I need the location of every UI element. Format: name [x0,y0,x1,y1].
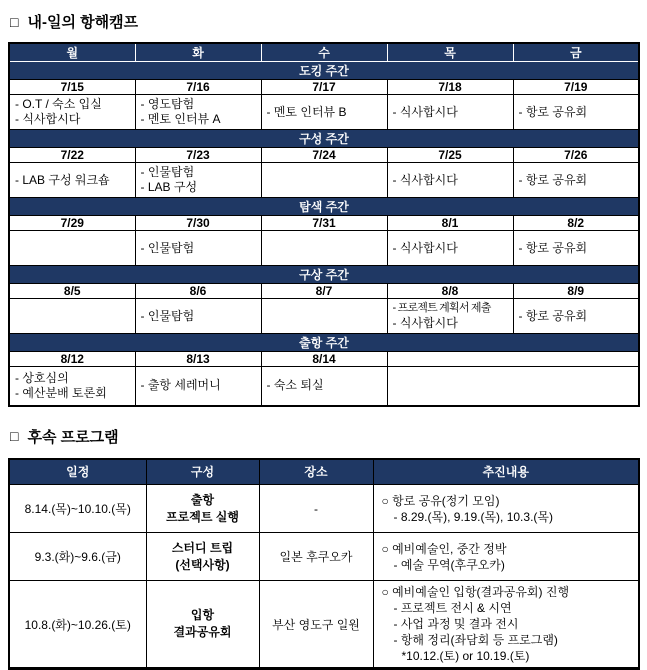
day-header-4: 금 [513,43,639,62]
date-cell-8/12: 8/12 [9,352,135,367]
composition-line: 입항 [150,607,256,624]
activity-list [519,241,636,256]
date-cell-7/25: 7/25 [387,148,513,163]
activity-list [141,97,258,127]
activity-cell [135,231,261,266]
detail-line: ○ 예비예술인, 중간 정박 [380,541,635,557]
week-content-row [9,231,639,266]
date-cell-7/24: 7/24 [261,148,387,163]
week-band-row [9,266,639,284]
activity-item: - 인물탐험 [141,309,258,324]
date-cell-8/14: 8/14 [261,352,387,367]
date-cell-8/9: 8/9 [513,284,639,299]
activity-cell [135,299,261,334]
followup-header-2: 장소 [259,459,373,485]
place-cell: - [259,485,373,533]
activity-item: - 식사합시다 [393,241,510,256]
day-header-3: 목 [387,43,513,62]
section-title-camp-text: 내-일의 항해캠프 [27,11,138,32]
activity-list [519,105,636,120]
activity-list [15,97,132,127]
activity-item: - 프로젝트 계획서 제출 [393,301,510,316]
activity-item: - LAB 구성 워크숍 [15,173,132,188]
date-cell-7/16: 7/16 [135,80,261,95]
week-content-row [9,95,639,130]
detail-line: - 8.29.(목), 9.19.(목), 10.3.(목) [380,509,635,525]
activity-list [519,309,636,324]
activity-item: - 인물탐험 [141,165,258,180]
date-cell-7/17: 7/17 [261,80,387,95]
schedule-cell: 9.3.(화)~9.6.(금) [9,533,146,581]
detail-line: ○ 예비예술인 입항(결과공유회) 진행 [380,584,635,600]
activity-cell [135,163,261,198]
activity-cell [261,299,387,334]
date-cell-8/6: 8/6 [135,284,261,299]
date-cell-8/8: 8/8 [387,284,513,299]
activity-item: - 항로 공유회 [519,241,636,256]
activity-cell [9,95,135,130]
activity-item: - 식사합시다 [15,112,132,127]
detail-line: - 사업 과정 및 결과 전시 [380,616,635,632]
date-cell-7/22: 7/22 [9,148,135,163]
day-header-2: 수 [261,43,387,62]
composition-line: 프로젝트 실행 [150,509,256,526]
activity-list [141,309,258,324]
activity-cell [261,231,387,266]
week-dates-row [9,216,639,231]
week-content-row [9,163,639,198]
activity-cell [513,95,639,130]
composition-cell [146,533,259,581]
activity-list [519,173,636,188]
activity-cell-empty [387,367,639,406]
activity-list [393,173,510,188]
date-cell-7/19: 7/19 [513,80,639,95]
week-band-label: 구상 주간 [9,266,639,284]
activity-item: - 항로 공유회 [519,105,636,120]
activity-cell [387,231,513,266]
activity-cell [9,367,135,406]
activity-cell [387,163,513,198]
activity-item: - 항로 공유회 [519,173,636,188]
activity-list [141,241,258,256]
followup-header-1: 구성 [146,459,259,485]
place-cell: 일본 후쿠오카 [259,533,373,581]
date-cell-7/26: 7/26 [513,148,639,163]
week-dates-row [9,284,639,299]
week-band-row [9,130,639,148]
date-cell-8/5: 8/5 [9,284,135,299]
date-cell-7/23: 7/23 [135,148,261,163]
day-header-1: 화 [135,43,261,62]
camp-schedule-table [8,42,640,407]
square-bullet-icon: □ [10,15,18,29]
activity-cell [135,95,261,130]
section-title-camp [10,11,638,32]
week-band-label: 도킹 주간 [9,62,639,80]
activity-item: - 식사합시다 [393,105,510,120]
activity-list [393,301,510,331]
activity-item: - 항로 공유회 [519,309,636,324]
week-band-label: 구성 주간 [9,130,639,148]
date-cell-empty [387,352,639,367]
activity-item: - 출항 세레머니 [141,378,258,393]
details-cell [373,485,639,533]
composition-cell [146,485,259,533]
date-cell-7/18: 7/18 [387,80,513,95]
schedule-cell: 8.14.(목)~10.10.(목) [9,485,146,533]
followup-header-row [9,459,639,485]
activity-cell [513,231,639,266]
activity-cell [261,163,387,198]
detail-line: - 예술 무역(후쿠오카) [380,557,635,573]
activity-cell [513,163,639,198]
composition-cell [146,581,259,669]
activity-item: - O.T / 숙소 입실 [15,97,132,112]
followup-header-0: 일정 [9,459,146,485]
square-bullet-icon: □ [10,429,18,443]
schedule-cell: 10.8.(화)~10.26.(토) [9,581,146,669]
followup-header-3: 추진내용 [373,459,639,485]
composition-line: 스터디 트립 [150,540,256,557]
detail-line: - 프로젝트 전시 & 시연 [380,600,635,616]
activity-list [141,378,258,393]
day-header-0: 월 [9,43,135,62]
activity-item: - 멘토 인터뷰 A [141,112,258,127]
followup-program-table [8,458,640,670]
date-cell-7/29: 7/29 [9,216,135,231]
activity-cell [513,299,639,334]
week-band-label: 출항 주간 [9,334,639,352]
activity-list [15,371,132,401]
date-cell-7/31: 7/31 [261,216,387,231]
activity-item: - 예산분배 토론회 [15,386,132,401]
composition-line: 출항 [150,492,256,509]
activity-list [15,173,132,188]
activity-list [393,105,510,120]
date-cell-8/1: 8/1 [387,216,513,231]
followup-row [9,581,639,669]
date-cell-7/30: 7/30 [135,216,261,231]
details-cell [373,533,639,581]
activity-cell [261,95,387,130]
activity-list [267,378,384,393]
date-cell-8/2: 8/2 [513,216,639,231]
section-title-followup [10,426,638,447]
activity-item: - 멘토 인터뷰 B [267,105,384,120]
week-dates-row [9,352,639,367]
activity-cell [9,163,135,198]
activity-cell [9,299,135,334]
activity-cell [387,299,513,334]
week-band-row [9,334,639,352]
activity-item: - 식사합시다 [393,316,510,331]
composition-line: (선택사항) [150,557,256,574]
date-cell-8/7: 8/7 [261,284,387,299]
activity-cell [135,367,261,406]
detail-line: *10.12.(토) or 10.19.(토) [380,648,635,664]
detail-line: - 항해 정리(좌담회 등 프로그램) [380,632,635,648]
activity-item: - LAB 구성 [141,180,258,195]
week-dates-row [9,148,639,163]
camp-day-header-row [9,43,639,62]
activity-cell [261,367,387,406]
activity-item: - 상호심의 [15,371,132,386]
activity-item: - 인물탐험 [141,241,258,256]
activity-list [267,105,384,120]
date-cell-8/13: 8/13 [135,352,261,367]
activity-item: - 식사합시다 [393,173,510,188]
detail-line: ○ 항로 공유(정기 모임) [380,493,635,509]
followup-row [9,533,639,581]
details-cell [373,581,639,669]
week-band-row [9,62,639,80]
place-cell: 부산 영도구 일원 [259,581,373,669]
activity-list [141,165,258,195]
activity-item: - 숙소 퇴실 [267,378,384,393]
activity-cell [387,95,513,130]
activity-cell [9,231,135,266]
activity-item: - 영도탐험 [141,97,258,112]
week-dates-row [9,80,639,95]
composition-line: 결과공유회 [150,624,256,641]
date-cell-7/15: 7/15 [9,80,135,95]
week-content-row [9,367,639,406]
week-band-label: 탐색 주간 [9,198,639,216]
section-title-followup-text: 후속 프로그램 [27,426,118,447]
week-content-row [9,299,639,334]
followup-row [9,485,639,533]
activity-list [393,241,510,256]
week-band-row [9,198,639,216]
